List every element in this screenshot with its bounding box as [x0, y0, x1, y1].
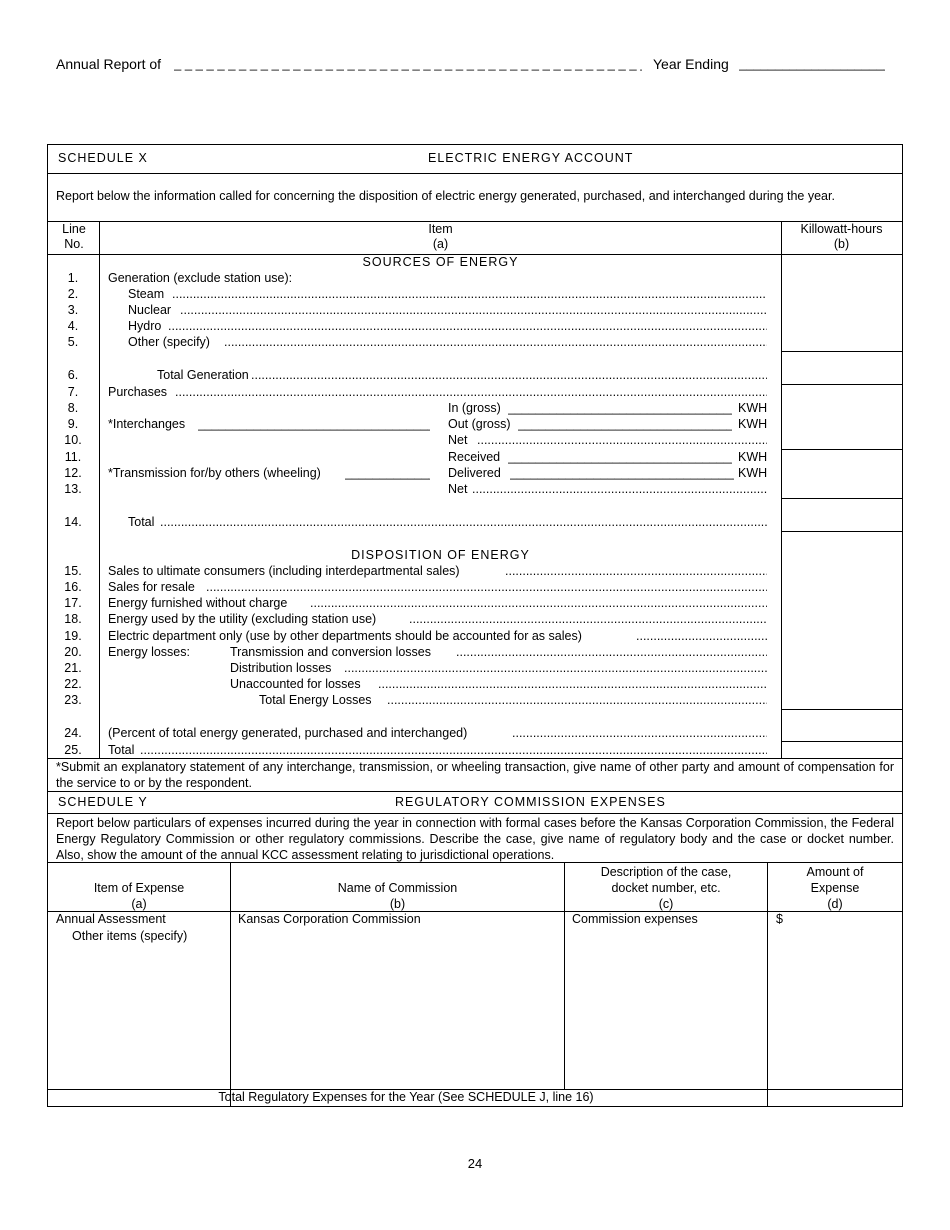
item-total-sources: Total: [128, 515, 155, 529]
col-line-header: Line No.: [62, 222, 86, 251]
in-gross-blank[interactable]: [508, 401, 732, 415]
item-entry-area[interactable]: [48, 946, 230, 1089]
col-name-of-commission: Name of Commission (b): [337, 881, 458, 911]
interchanges-blank[interactable]: [198, 417, 430, 431]
item-received: Received: [448, 450, 501, 464]
item-steam: Steam: [128, 287, 165, 301]
kwh-cell-percent[interactable]: [782, 710, 902, 741]
amount-entry-area[interactable]: [790, 912, 902, 1089]
line-no: 10.: [64, 433, 82, 447]
commission-entry-area[interactable]: [231, 930, 564, 1089]
kwh-unit: KWH: [738, 450, 768, 464]
schedule-x-title: ELECTRIC ENERGY ACCOUNT: [428, 151, 634, 165]
col-kwh-header: Killowatt-hours (b): [800, 222, 883, 251]
description-entry-area[interactable]: [565, 930, 767, 1089]
item-other: Other (specify): [128, 335, 210, 349]
total-regulatory-label: Total Regulatory Expenses for the Year (See SCHEDULE J, line 16): [218, 1090, 594, 1104]
item-distribution-losses: Distribution losses: [230, 661, 332, 675]
col-item-of-expense: Item of Expense (a): [93, 881, 185, 911]
item-furnished-free: Energy furnished without charge: [108, 596, 288, 610]
annual-report-label: Annual Report of: [56, 56, 162, 72]
item-total-losses: Total Energy Losses: [259, 693, 372, 707]
delivered-blank[interactable]: [510, 466, 734, 480]
item-out-gross: Out (gross): [448, 417, 511, 431]
line-no: 14.: [64, 515, 82, 529]
transmission-label: *Transmission for/by others (wheeling): [108, 466, 321, 480]
schedule-x-instructions: Report below the information called for concerning the disposition of electric energy generated, purchased, and interchanged during the year.: [56, 189, 835, 203]
item-hydro: Hydro: [128, 319, 162, 333]
year-ending-label: Year Ending: [653, 56, 729, 72]
page-number: 24: [467, 1156, 483, 1171]
item-net-transmission: Net: [448, 482, 468, 496]
year-ending-blank[interactable]: [739, 56, 885, 71]
kwh-unit: KWH: [738, 401, 768, 415]
line-no: 1.: [67, 271, 79, 285]
line-no: 18.: [64, 612, 82, 626]
item-generation: Generation (exclude station use):: [108, 271, 293, 285]
item-electric-dept: Electric department only (use by other departments should be accounted for as sales): [108, 629, 582, 643]
item-total-disposition: Total: [108, 743, 135, 757]
footnote: *Submit an explanatory statement of any interchange, transmission, or wheeling transaction, give name of other party and amount of compensation for the service to or by the respondent.: [56, 760, 894, 790]
line-no: 11.: [64, 450, 82, 464]
line-no: 3.: [67, 303, 79, 317]
kwh-cell-total-sources[interactable]: [782, 499, 902, 531]
col-amount: Amount of Expense (d): [806, 865, 864, 911]
line-no: 8.: [67, 401, 79, 415]
line-no: 6.: [67, 368, 79, 382]
line-no: 15.: [64, 564, 82, 578]
line-no: 4.: [67, 319, 79, 333]
line-no: 16.: [64, 580, 82, 594]
total-regulatory-amount[interactable]: [768, 1090, 902, 1106]
item-percent: (Percent of total energy generated, purchased and interchanged): [108, 726, 468, 740]
schedule-y-title: REGULATORY COMMISSION EXPENSES: [395, 795, 666, 809]
row-description: Commission expenses: [572, 912, 698, 926]
item-net-interchange: Net: [448, 433, 468, 447]
kwh-cell-total-generation[interactable]: [782, 352, 902, 384]
line-no: 21.: [64, 661, 82, 675]
item-purchases: Purchases: [108, 385, 168, 399]
line-no: 20.: [64, 645, 82, 659]
line-no: 23.: [64, 693, 82, 707]
line-no: 7.: [67, 385, 79, 399]
sources-heading: SOURCES OF ENERGY: [362, 255, 519, 269]
item-sales-resale: Sales for resale: [108, 580, 195, 594]
item-nuclear: Nuclear: [128, 303, 172, 317]
kwh-cell-total[interactable]: [782, 742, 902, 758]
received-blank[interactable]: [508, 450, 732, 464]
kwh-cell-generation[interactable]: [782, 255, 902, 351]
line-no: 9.: [67, 417, 79, 431]
interchanges-label: *Interchanges: [108, 417, 186, 431]
line-no: 5.: [67, 335, 79, 349]
schedule-x-code: SCHEDULE X: [58, 151, 148, 165]
item-transmission-losses: Transmission and conversion losses: [230, 645, 432, 659]
item-total-generation: Total Generation: [157, 368, 249, 382]
line-no: 19.: [64, 629, 82, 643]
item-in-gross: In (gross): [448, 401, 501, 415]
item-unaccounted-losses: Unaccounted for losses: [230, 677, 361, 691]
line-no: 13.: [64, 482, 82, 496]
line-no: 25.: [64, 743, 82, 757]
kwh-unit: KWH: [738, 466, 768, 480]
item-used-by-utility: Energy used by the utility (excluding station use): [108, 612, 377, 626]
kwh-cell-transmission[interactable]: [782, 450, 902, 498]
line-no: 17.: [64, 596, 82, 610]
kwh-cell-purchases-interchanges[interactable]: [782, 385, 902, 449]
line-no: 22.: [64, 677, 82, 691]
schedule-y-code: SCHEDULE Y: [58, 795, 148, 809]
row-other-items: Other items (specify): [72, 929, 188, 943]
transmission-blank[interactable]: [345, 466, 430, 480]
out-gross-blank[interactable]: [518, 417, 732, 431]
energy-losses-label: Energy losses:: [108, 645, 190, 659]
line-no: 2.: [67, 287, 79, 301]
line-no: 12.: [64, 466, 82, 480]
item-sales-ultimate: Sales to ultimate consumers (including interdepartmental sales): [108, 564, 460, 578]
disposition-heading: DISPOSITION OF ENERGY: [351, 548, 530, 562]
row-amount-currency: $: [776, 912, 783, 926]
item-delivered: Delivered: [448, 466, 501, 480]
line-no: 24.: [64, 726, 82, 740]
annual-report-blank[interactable]: [174, 56, 642, 71]
row-commission-name: Kansas Corporation Commission: [238, 912, 421, 926]
col-description: Description of the case, docket number, etc. (c): [600, 865, 732, 911]
schedule-y-instructions: Report below particulars of expenses incurred during the year in connection with formal cases before the Kansas Corporation Commission, the Federal Energy Regulatory Commission or other regulatory commissions. Describe the case, give name of regulatory body and the case or docket number. Also, show the amount of the annual KCC assessment relating to jurisdictional operations.: [56, 816, 894, 862]
row-annual-assessment: Annual Assessment: [56, 912, 166, 926]
kwh-unit: KWH: [738, 417, 768, 431]
col-item-header: Item (a): [428, 222, 453, 251]
kwh-cell-disposition[interactable]: [782, 532, 902, 709]
